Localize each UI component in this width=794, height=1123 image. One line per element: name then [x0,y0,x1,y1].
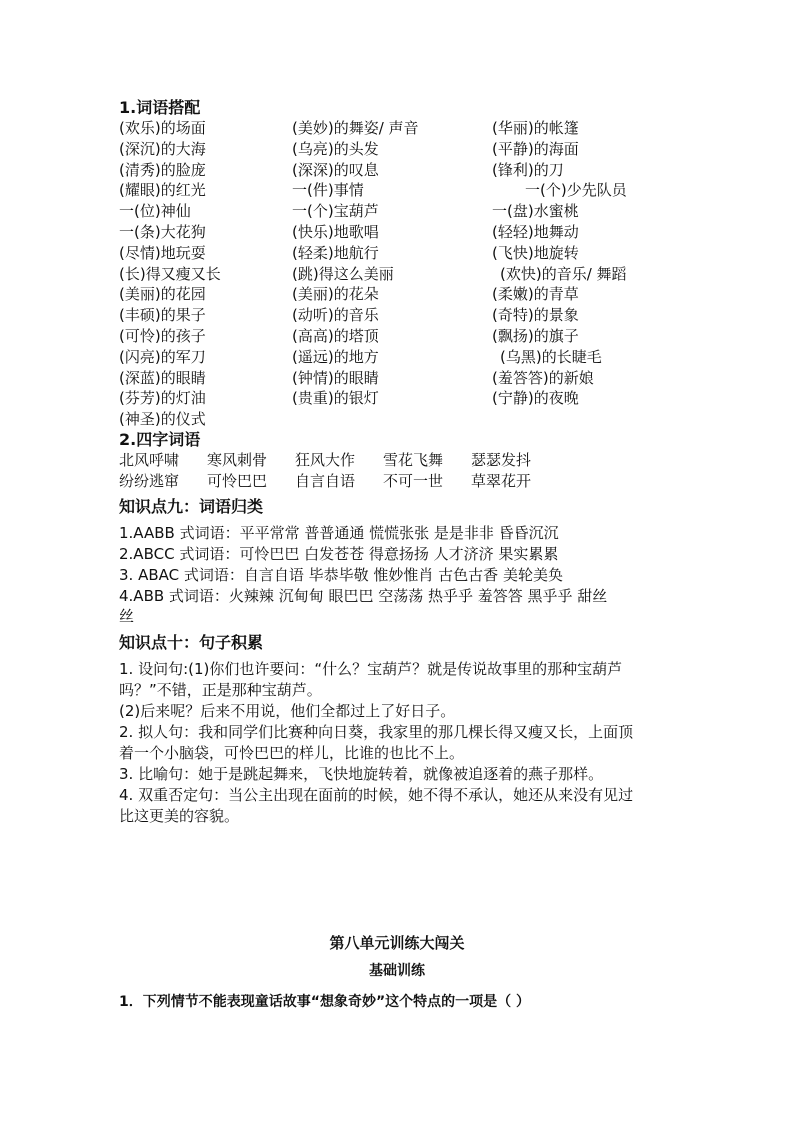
word-pair-item: (欢快)的音乐/ 舞蹈 [500,264,627,283]
word-pair-item: (轻轻)地舞动 [492,223,579,241]
section-heading-word-pairing: 1.词语搭配 [119,98,201,117]
section-heading-sentences: 知识点十：句子积累 [119,633,264,652]
four-char-word: 纷纷逃窜 [119,472,180,490]
word-pair-item: (芬芳)的灯油 [119,389,206,408]
word-pair-item: (耀眼)的红光 [119,181,206,200]
classification-line: 4.ABB 式词语：火辣辣 沉甸甸 眼巴巴 空荡荡 热乎乎 羞答答 黑乎乎 甜丝 [119,587,608,605]
word-pair-item: 一(位)神仙 [119,202,191,221]
sentence-line: 比这更美的容貌。 [119,807,240,825]
word-pair-item: (深蓝)的眼睛 [119,368,206,387]
word-pair-item: (锋利)的刀 [492,160,564,179]
four-char-word: 可怜巴巴 [207,472,268,490]
word-pair-item: (飘扬)的旗子 [492,327,579,345]
unit-title: 第八单元训练大闯关 [329,934,465,952]
four-char-word: 北风呼啸 [119,451,180,469]
word-pair-item: (跳)得这么美丽 [292,264,394,283]
word-pair-item: (丰硕)的果子 [119,306,206,325]
word-pair-item: (遥远)的地方 [292,347,379,366]
word-pair-item: (美丽)的花朵 [292,285,379,304]
four-char-word: 瑟瑟发抖 [471,451,532,469]
word-pair-item: 一(盘)水蜜桃 [492,202,579,221]
word-pair-item: (深深)的叹息 [292,160,379,179]
word-pair-item: (动听)的音乐 [292,306,379,325]
word-pair-item: (欢乐)的场面 [119,119,206,137]
word-pair-item: (神圣)的仪式 [119,410,206,429]
unit-subtitle: 基础训练 [369,963,425,979]
word-pair-item: (乌黑)的长睫毛 [500,347,602,366]
sentence-line: 4. 双重否定句：当公主出现在面前的时候，她不得不承认，她还从来没有见过 [119,786,634,804]
sentence-line: 3. 比喻句：她于是跳起舞来，飞快地旋转着，就像被追逐着的燕子那样。 [119,765,604,783]
word-pair-item: 一(个)宝葫芦 [292,202,379,221]
word-pair-item: 一(件)事情 [292,181,364,200]
word-pair-item: (美丽)的花园 [119,285,206,304]
word-pair-item: (飞快)地旋转 [492,243,579,262]
word-pair-item: (清秀)的脸庞 [119,160,206,179]
classification-line: 丝 [119,607,135,625]
word-pair-item: (美妙)的舞姿/ 声音 [292,119,419,137]
word-pair-item: (乌亮)的头发 [292,139,379,158]
word-pair-item: (尽情)地玩耍 [119,243,206,262]
four-char-word: 雪花飞舞 [383,451,444,469]
question-1: 1．下列情节不能表现童话故事“想象奇妙”这个特点的一项是（ ） [119,994,531,1010]
four-char-word: 寒风刺骨 [207,451,268,469]
word-pair-item: (宁静)的夜晚 [492,389,579,408]
four-char-word: 狂风大作 [295,451,356,469]
word-pair-item: (闪亮)的军刀 [119,347,206,366]
word-pair-item: (轻柔)地航行 [292,243,379,262]
classification-line: 1.AABB 式词语：平平常常 普普通通 慌慌张张 是是非非 昏昏沉沉 [119,524,559,542]
word-pair-item: (奇特)的景象 [492,306,579,325]
word-pair-item: (华丽)的帐篷 [492,119,579,137]
word-pair-item: (羞答答)的新娘 [492,368,594,387]
four-char-word: 自言自语 [295,472,356,490]
classification-line: 3. ABAC 式词语：自言自语 毕恭毕敬 惟妙惟肖 古色古香 美轮美奂 [119,566,563,584]
classification-line: 2.ABCC 式词语：可怜巴巴 白发苍苍 得意扬扬 人才济济 果实累累 [119,545,559,563]
section-heading-word-classification: 知识点九：词语归类 [119,497,264,516]
word-pair-item: (深沉)的大海 [119,139,206,158]
word-pair-item: (平静)的海面 [492,139,579,158]
word-pair-item: (快乐)地歌唱 [292,223,379,241]
word-pair-item: (贵重)的银灯 [292,389,379,408]
word-pair-item: (长)得又瘦又长 [119,264,221,283]
sentence-line: 着一个小脑袋，可怜巴巴的样儿，比谁的也比不上。 [119,744,465,762]
word-pair-item: (钟情)的眼睛 [292,368,379,387]
word-pair-item: 一(个)少先队员 [525,181,627,200]
word-pair-item: (可怜)的孩子 [119,327,206,345]
sentence-line: 1. 设问句:(1)你们也许要问：“什么？宝葫芦？就是传说故事里的那种宝葫芦 [119,660,623,678]
word-pair-item: 一(条)大花狗 [119,223,206,241]
word-pair-item: (柔嫩)的青草 [492,285,579,304]
section-heading-four-char: 2.四字词语 [119,430,201,449]
sentence-line: 吗？”不错，正是那种宝葫芦。 [119,681,322,699]
four-char-word: 不可一世 [383,472,444,490]
sentence-line: 2. 拟人句：我和同学们比赛种向日葵，我家里的那几棵长得又瘦又长，上面顶 [119,723,634,741]
four-char-word: 草翠花开 [471,472,532,490]
word-pair-item: (高高)的塔顶 [292,327,379,345]
sentence-line: (2)后来呢？后来不用说，他们全都过上了好日子。 [119,702,456,720]
